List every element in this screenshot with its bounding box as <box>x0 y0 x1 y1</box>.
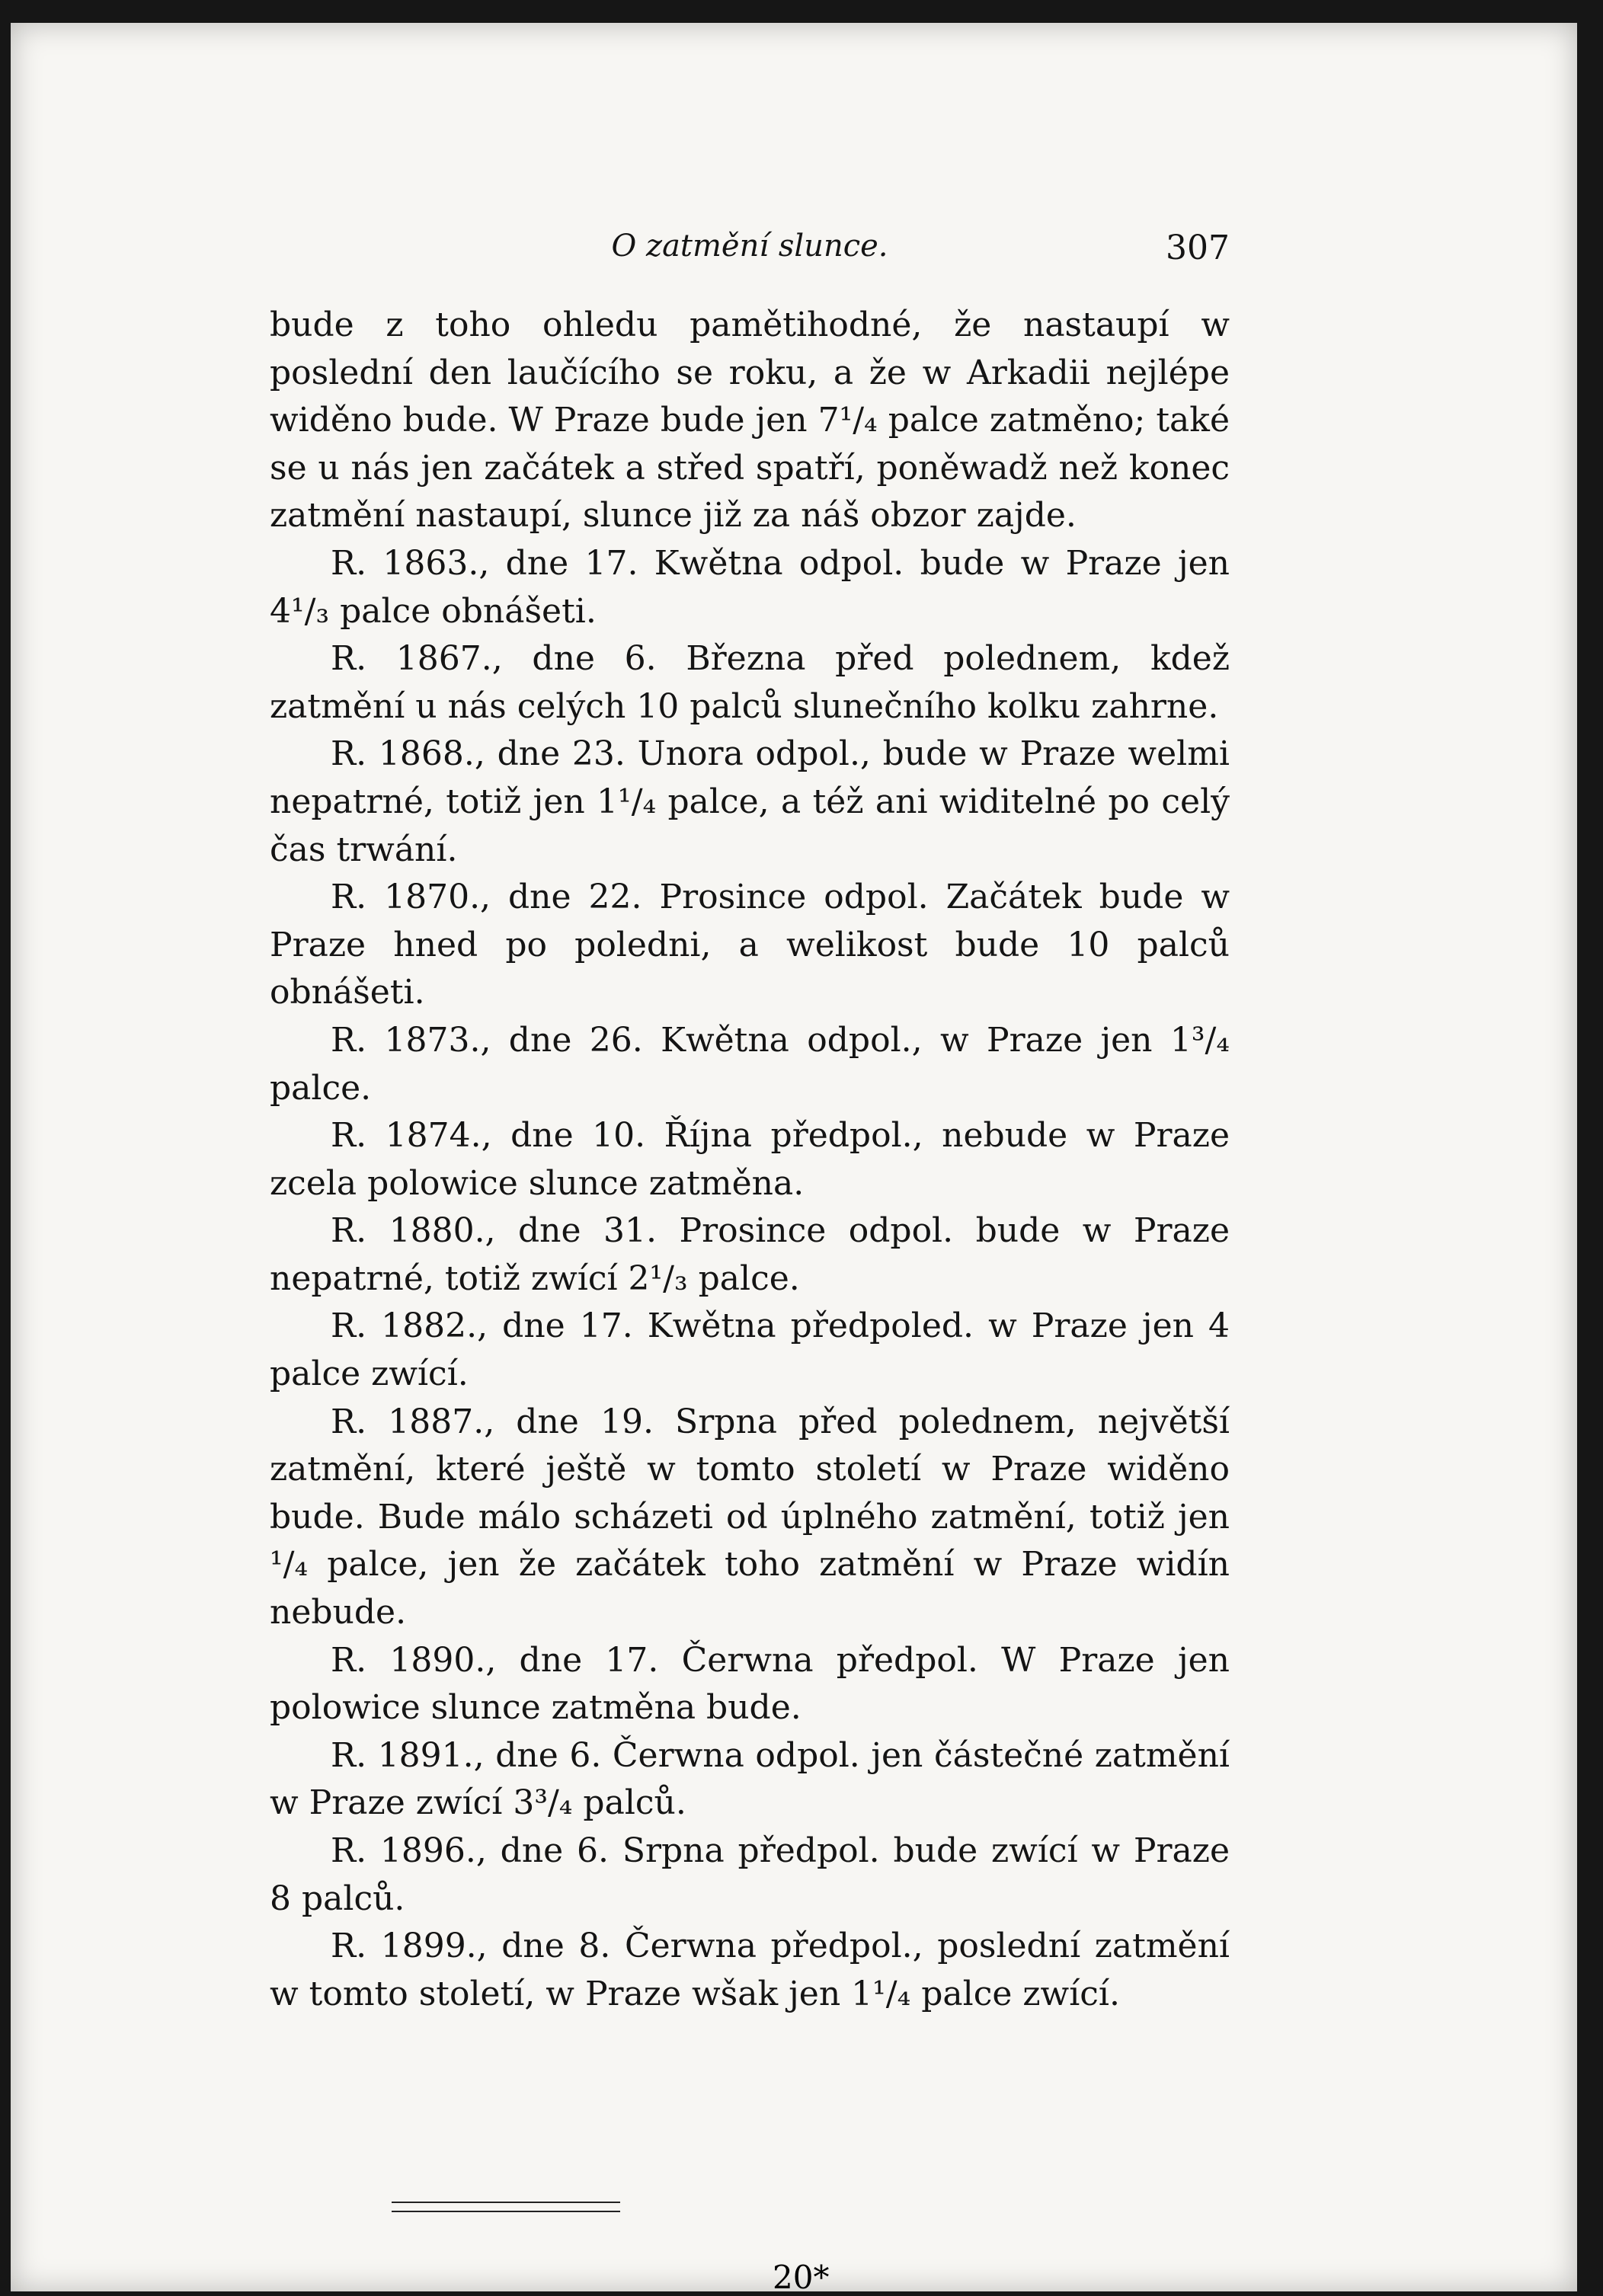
paragraph: R. 1882., dne 17. Kwětna předpoled. w Praze jen 4 palce zwící. <box>270 1306 1230 1394</box>
paragraph: bude z toho ohledu pamětihodné, že nastaupí w poslední den laučícího se roku, a že w Arkadii nejlépe widěno bude. W Praze bude jen 7¹/₄ palce zatměno; také se u nás jen začátek a střed spatří, poněwadž než konec zatmění nastaupí, slunce již za náš obzor zajde. <box>270 305 1230 536</box>
signature-mark: 20* <box>773 2259 830 2296</box>
paragraph: R. 1870., dne 22. Prosince odpol. Začátek bude w Praze hned po poledni, a welikost bude 10 palců obnášeti. <box>270 878 1230 1012</box>
paragraph: R. 1896., dne 6. Srpna předpol. bude zwící w Praze 8 palců. <box>270 1831 1230 1918</box>
end-rule <box>392 2202 620 2212</box>
running-title: O zatmění slunce. <box>611 229 888 264</box>
paragraph: R. 1867., dne 6. Března před polednem, kdež zatmění u nás celých 10 palců slunečního kolku zahrne. <box>270 639 1230 726</box>
paragraph: R. 1899., dne 8. Čerwna předpol., poslední zatmění w tomto století, w Praze wšak jen 1¹/₄ palce zwící. <box>270 1927 1230 2013</box>
page-body <box>270 229 1230 2018</box>
paragraph: R. 1891., dne 6. Čerwna odpol. jen částečné zatmění w Praze zwící 3³/₄ palců. <box>270 1735 1230 1823</box>
body-text <box>270 302 1230 2018</box>
book-page <box>11 23 1577 2296</box>
paragraph: R. 1863., dne 17. Kwětna odpol. bude w Praze jen 4¹/₃ palce obnášeti. <box>270 543 1230 631</box>
page-number: 307 <box>1166 229 1230 267</box>
paragraph: R. 1880., dne 31. Prosince odpol. bude w Praze nepatrné, totiž zwící 2¹/₃ palce. <box>270 1211 1230 1298</box>
paragraph: R. 1887., dne 19. Srpna před polednem, největší zatmění, které ještě w tomto století w Praze widěno bude. Bude málo scházeti od úplného zatmění, totiž jen ¹/₄ palce, jen že začátek toho zatmění w Praze widín nebude. <box>270 1402 1230 1632</box>
running-header <box>270 229 1230 289</box>
paragraph: R. 1874., dne 10. Října předpol., nebude w Praze zcela polowice slunce zatměna. <box>270 1116 1230 1203</box>
paragraph: R. 1868., dne 23. Unora odpol., bude w Praze welmi nepatrné, totiž jen 1¹/₄ palce, a též ani widitelné po celý čas trwání. <box>270 734 1230 869</box>
paragraph: R. 1873., dne 26. Kwětna odpol., w Praze jen 1³/₄ palce. <box>270 1020 1230 1108</box>
paragraph: R. 1890., dne 17. Čerwna předpol. W Praze jen polowice slunce zatměna bude. <box>270 1640 1230 1728</box>
